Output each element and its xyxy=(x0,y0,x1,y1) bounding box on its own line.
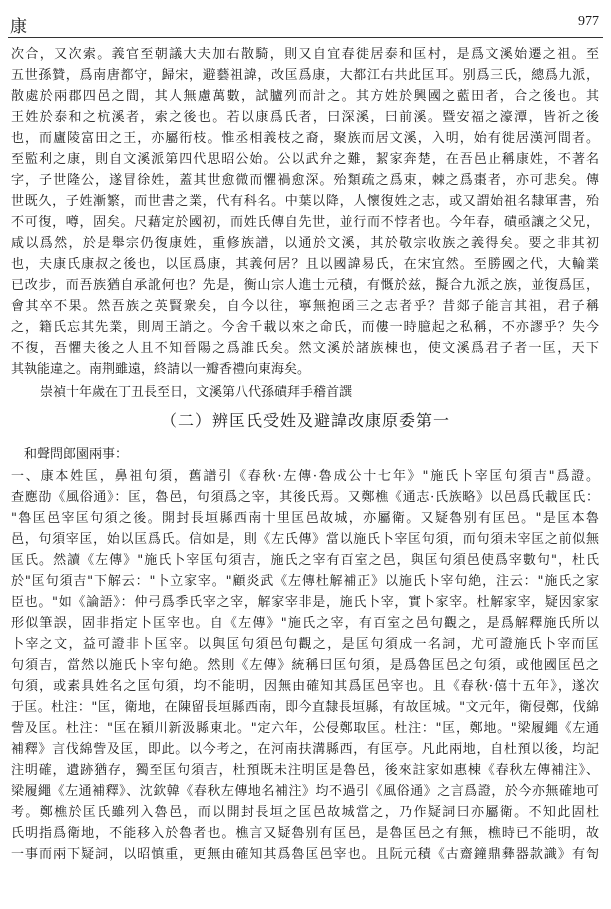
preface-line: 已改步，而吾族猶自承訛何也？先是，衡山宗人進士元積，有慨於兹，擬合九派之族，並復爲匡， xyxy=(11,278,599,293)
body-line: 訾及匡。杜注："匡在潁川新汲縣東北。"定六年，公侵鄭取匡。杜注："匡，鄭地。"梁履繩《左通 xyxy=(11,721,599,736)
preface-line: 也，夫康氏康叔之後也，以匡爲康，其義何居？且以國諱易氏，在宋宜然。至勝國之代，大輪業 xyxy=(11,257,599,272)
body-line: 於"匡句須吉"下解云："卜立家宰。"顧炎武《左傳杜解補正》以施氏卜宰句絶，注云："施氏之家 xyxy=(11,574,599,589)
preface-line: 世既久，子姓漸繁，而世書之業，代有科名。中葉以降，人懷復姓之志，或又謂始祖名隸軍書，殆 xyxy=(11,194,599,209)
preface-line: 次合，又次索。義官至朝議大夫加右散騎，則又自宜春徙居泰和匡村，是爲文溪始遷之祖。至 xyxy=(11,47,599,62)
body-line: 梁履繩《左通補釋》、沈欽韓《春秋左傳地名補注》均不過引《風俗通》之言爲證，於今亦無確地可 xyxy=(11,784,599,799)
preface-line: 會其卒不果。然吾族之英賢衆矣，自今以往，寧無抱函三之志者乎？昔郯子能言其祖，君子稱 xyxy=(11,299,599,314)
section-title: （二）辨匡氏受姓及避諱改康原委第一 xyxy=(160,411,450,430)
body-line: 一事而兩下疑詞，以昭慎重，更無由確知其爲魯匡邑宰也。且阮元積《古齋鐘鼎彝器款識》有匌 xyxy=(11,847,599,862)
preface-line: 咸以爲然，於是舉宗仍復康姓，重修族譜，以通於文溪，其於敬宗收族之義得矣。要之非其初 xyxy=(11,236,599,251)
page-header xyxy=(0,0,611,44)
preface-line: 其執能違之。南荆雖遠，終請以一瓣香禮向東海矣。 xyxy=(11,362,311,377)
intro-line: 和聲問郎園兩事： xyxy=(24,447,129,462)
body-line: 臣也。"如《論語》：仲弓爲季氏宰之宰，解家宰非是，施氏卜宰，實卜家宰。杜解家宰，疑因家家 xyxy=(11,595,599,610)
body-line: 查應劭《風俗通》：匡，魯邑，句須爲之宰，其後氏焉。又鄭樵《通志·氏族略》以邑爲氏載匡氏： xyxy=(11,490,599,505)
body-line: 卜宰之文，益可證非卜匡宰。以與匡句須邑句觀之，是匡句須成一名詞，尤可證施氏卜宰而匡 xyxy=(11,637,599,652)
body-line: 形似筆誤，固非指定卜匡宰也。自《左傳》"施氏之宰，有百室之邑句觀之，是爲解釋施氏所以 xyxy=(11,616,599,631)
body-line: 氏明指爲衛地，不能移入於魯者也。樵言又疑魯别有匡邑，是魯匡邑之有無，樵時已不能明，故 xyxy=(11,826,599,841)
preface-line: 散處於兩郡四邑之間，其人無慮萬數，試臚列而計之。其方姓於興國之藍田者，合之後也。其 xyxy=(11,89,599,104)
body-line: 于匡。杜注："匡，衛地，在陳留長垣縣西南，即今直隸長垣縣，有故匡城。"文元年，衛侵鄭，伐綿 xyxy=(11,700,599,715)
body-line: "魯匡邑宰匡句須之後。開封長垣縣西南十里匡邑故城，亦屬衛。又疑魯别有匡邑。"是匡本魯 xyxy=(11,511,599,526)
body-line: 匡氏。然讀《左傳》"施氏卜宰匡句須吉，施氏之宰有百室之邑，與匡句須邑使爲宰數句"，杜氏 xyxy=(11,553,599,568)
preface-line: 五世孫贊，爲南唐都守，歸宋，避藝祖諱，改匡爲康，大都江右共此匡耳。别爲三氏，總爲九派， xyxy=(11,68,599,83)
body-line: 一、康本姓匡，鼻祖句須，舊譜引《春秋·左傳·魯成公十七年》"施氏卜宰匡句須吉"爲證。 xyxy=(11,469,599,484)
signature-line: 崇禎十年歲在丁丑長至日，文溪第八代孫磧拜手稽首譔 xyxy=(40,385,353,400)
preface-line: 也，而廬陵富田之王，亦屬衎枝。惟丞相義枝之裔，聚族而居文溪，入明，始有徙居漢河間者。 xyxy=(11,131,599,146)
header-rule xyxy=(8,37,603,38)
running-title: 康 xyxy=(10,17,28,37)
preface-line: 不可復，噂，固矣。尺藉定於國初，而姓氏傳自先世，並行而不悖者也。今年春，磧亟讓之父兄， xyxy=(11,215,599,230)
body-line: 考。鄭樵於匡氏雖列入魯邑，而以開封長垣之匡邑故城當之，乃作疑詞曰亦屬衛。不知此固杜 xyxy=(11,805,599,820)
preface-line: 之，籍氏忘其先業，則周王誚之。今舍千載以來之命氏，而僂一時臆起之私稱，不亦謬乎？失今 xyxy=(11,320,599,335)
preface-line: 王姓於泰和之杭溪者，索之後也。若以康爲氏者，曰深溪，曰前溪。暨安福之濠潭，皆祈之後 xyxy=(11,110,599,125)
body-line: 句須，或素具姓名之匡句須，均不能明，因無由確知其爲匡邑宰也。且《春秋·僖十五年》，遂次 xyxy=(11,679,599,694)
preface-line: 至監利之康，則自文溪派第四代思昭公始。公以武弁之難，絜家奔楚，在吾邑止稱康姓，不著名 xyxy=(11,152,599,167)
preface-line: 字，子世隆公，遂冒徐姓，蓋其世愈微而懼禍愈深。殆類疏之爲束，棘之爲棗者，亦可悲矣。傳 xyxy=(11,173,599,188)
body-line: 句須吉，當然以施氏卜宰句絶。然則《左傳》統稱曰匡句須，是爲魯匡邑之句須，或他國匡邑之 xyxy=(11,658,599,673)
body-line: 補釋》言伐綿訾及匡，即此。以今考之，在河南扶溝縣西，有匡亭。凡此兩地，自杜預以後，均記 xyxy=(11,742,599,757)
page-number: 977 xyxy=(578,14,599,29)
body-line: 注明確，遺跡猶存，獨至匡句須吉，杜預既未注明匡是魯邑，後來註家如惠棟《春秋左傳補注》、 xyxy=(11,763,599,778)
body-line: 邑，句須宰匡，始以匡爲氏。信如是，則《左氏傳》當以施氏卜宰匡句須，而句須未宰匡之前似無 xyxy=(11,532,599,547)
preface-line: 不復，吾懼夫後之人且不知晉陽之爲誰氏矣。然文溪於諸族棟也，使文溪爲君子者一匡，天下 xyxy=(11,341,599,356)
